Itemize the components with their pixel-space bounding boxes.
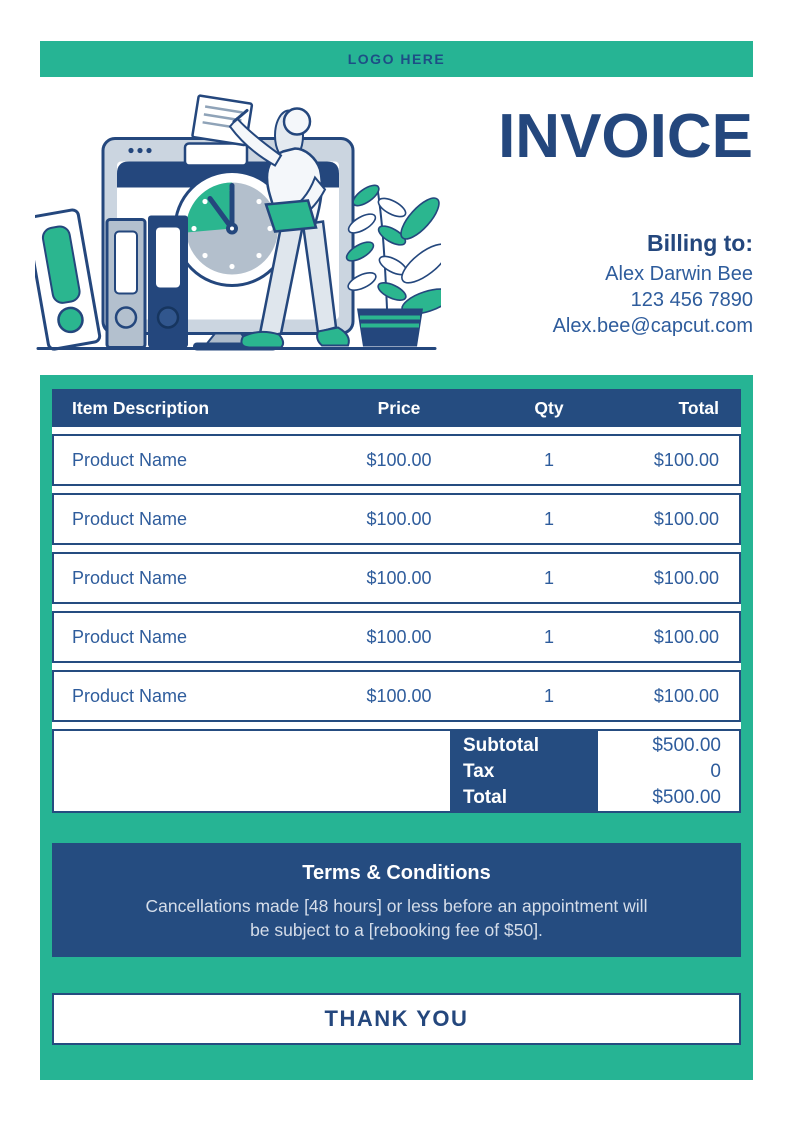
col-header-item-description: Item Description [72, 397, 210, 418]
table-row [52, 611, 741, 663]
cell-total: $100.00 [653, 567, 719, 588]
col-header-qty: Qty [534, 397, 564, 418]
billing-block [383, 230, 753, 339]
cell-description: Product Name [72, 449, 188, 470]
summary-values [598, 731, 739, 811]
col-header-total: Total [678, 397, 719, 418]
summary-row [52, 729, 741, 813]
cell-qty: 1 [543, 567, 554, 588]
table-row [52, 670, 741, 722]
billing-label: Billing to: [646, 230, 753, 256]
tax-label: Tax [463, 761, 495, 782]
cell-total: $100.00 [653, 508, 719, 529]
logo-bar [40, 41, 753, 77]
col-header-price: Price [377, 397, 421, 418]
total-value: $500.00 [652, 787, 721, 808]
billing-name: Alex Darwin Bee [605, 263, 753, 285]
cell-description: Product Name [72, 685, 188, 706]
subtotal-label: Subtotal [463, 735, 539, 756]
table-row [52, 434, 741, 486]
cell-description: Product Name [72, 508, 188, 529]
terms-line-2: be subject to a [rebooking fee of $50]. [250, 920, 543, 940]
table-row [52, 493, 741, 545]
invoice-panel [40, 375, 753, 1080]
cell-description: Product Name [72, 626, 188, 647]
cell-total: $100.00 [653, 685, 719, 706]
items-table [52, 389, 741, 813]
page-title: INVOICE [498, 102, 753, 171]
cell-qty: 1 [543, 626, 554, 647]
thank-you-box [52, 993, 741, 1045]
total-label: Total [463, 787, 507, 808]
terms-title: Terms & Conditions [302, 862, 491, 884]
subtotal-value: $500.00 [652, 735, 721, 756]
cell-qty: 1 [543, 508, 554, 529]
hero-right [383, 104, 753, 339]
thank-you-text: THANK YOU [324, 1006, 469, 1031]
cell-total: $100.00 [653, 626, 719, 647]
billing-email: Alex.bee@capcut.com [552, 315, 753, 337]
hero-illustration [35, 92, 441, 355]
cell-price: $100.00 [366, 626, 432, 647]
table-row [52, 552, 741, 604]
cell-price: $100.00 [366, 508, 432, 529]
billing-phone: 123 456 7890 [630, 289, 753, 311]
cell-price: $100.00 [366, 449, 432, 470]
cell-price: $100.00 [366, 685, 432, 706]
terms-box [52, 843, 741, 957]
cell-total: $100.00 [653, 449, 719, 470]
summary-labels [450, 731, 598, 811]
cell-price: $100.00 [366, 567, 432, 588]
cell-description: Product Name [72, 567, 188, 588]
binders-icon [35, 209, 188, 350]
cell-qty: 1 [543, 685, 554, 706]
cell-qty: 1 [543, 449, 554, 470]
logo-placeholder-text: LOGO HERE [347, 51, 446, 67]
summary-spacer [54, 731, 450, 811]
tax-value: 0 [710, 761, 721, 782]
table-header-row [52, 389, 741, 427]
terms-line-1: Cancellations made [48 hours] or less before an appointment will [145, 896, 648, 916]
